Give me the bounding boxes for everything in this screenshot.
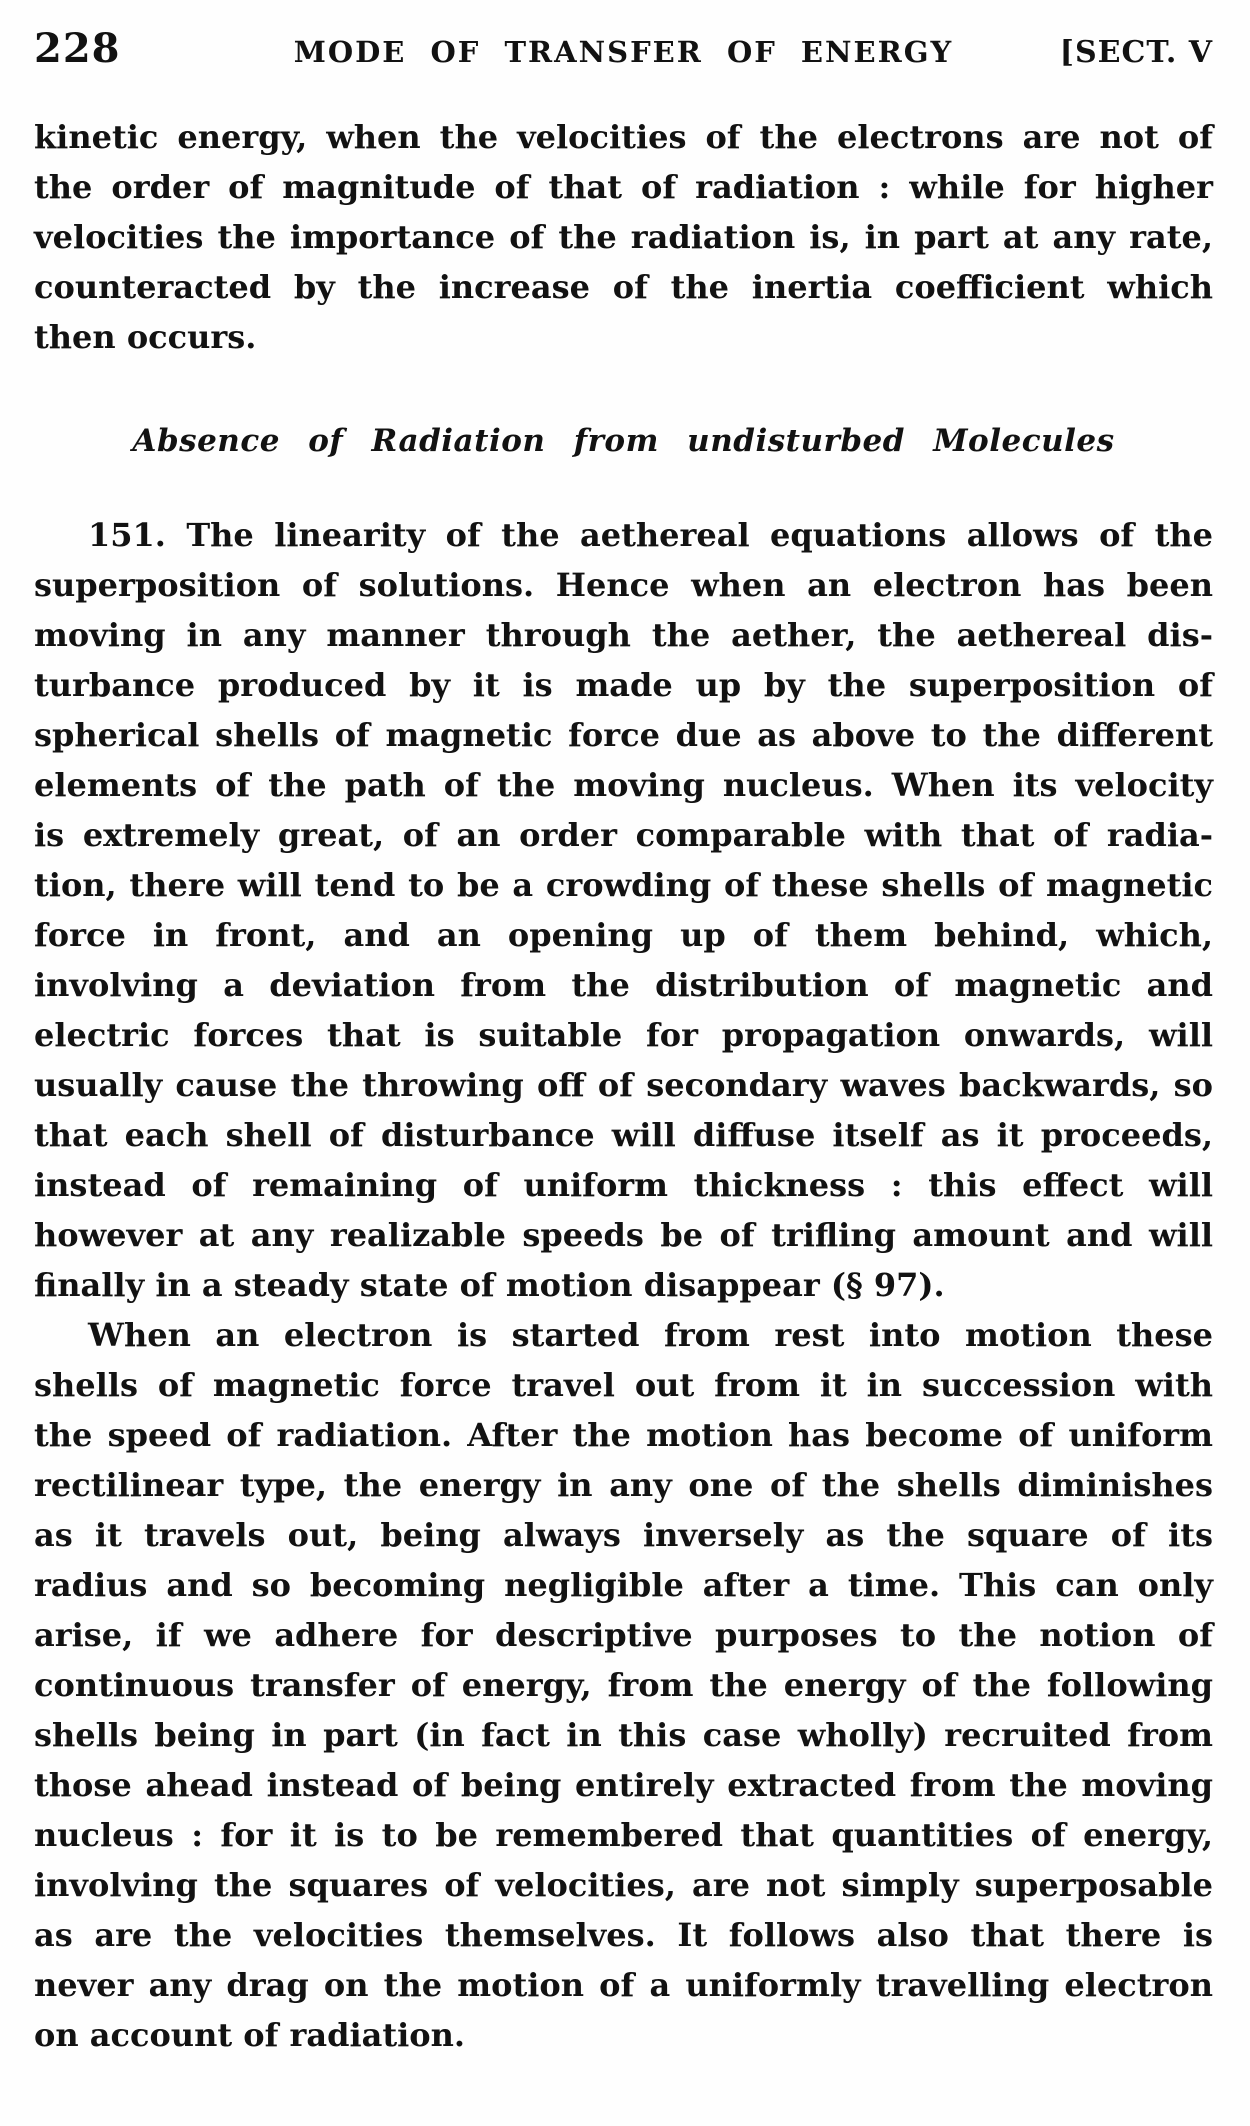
section-marker: [SECT. V [1059, 35, 1213, 70]
text-line: 151. The linearity of the aethereal equations allows of the [88, 516, 1213, 554]
text-line: finally in a steady state of motion disappear (§ 97). [34, 1266, 945, 1304]
text-line: shells being in part (in fact in this case wholly) recruited from [34, 1716, 1213, 1754]
text-line: involving the squares of velocities, are not simply superposable [34, 1866, 1213, 1904]
text-line: involving a deviation from the distribution of magnetic and [34, 966, 1213, 1004]
text-line: radius and so becoming negligible after a time. This can only [34, 1566, 1213, 1604]
text-line: instead of remaining of uniform thickness : this effect will [34, 1166, 1213, 1204]
text-line: superposition of solutions. Hence when an electron has been [34, 566, 1213, 604]
text-line: continuous transfer of energy, from the energy of the following [34, 1666, 1213, 1704]
text-line: counteracted by the increase of the inertia coefficient which [34, 268, 1213, 306]
section-heading: Absence of Radiation from undisturbed Molecules [132, 423, 1115, 459]
text-line: force in front, and an opening up of them behind, which, [34, 916, 1213, 954]
paragraph-electron-motion [34, 1310, 1213, 2060]
text-line: as are the velocities themselves. It follows also that there is [34, 1916, 1213, 1954]
text-line: however at any realizable speeds be of trifling amount and will [34, 1216, 1213, 1254]
text-line: on account of radiation. [34, 2016, 466, 2054]
text-line: usually cause the throwing off of secondary waves backwards, so [34, 1066, 1213, 1104]
text-line: is extremely great, of an order comparable with that of radia- [34, 816, 1213, 854]
paragraph-151 [34, 510, 1213, 1310]
page-number: 228 [34, 25, 121, 72]
text-line: the order of magnitude of that of radiation : while for higher [34, 168, 1213, 206]
text-line: as it travels out, being always inversely as the square of its [34, 1516, 1213, 1554]
text-line: kinetic energy, when the velocities of the electrons are not of [34, 118, 1213, 156]
text-line: velocities the importance of the radiation is, in part at any rate, [34, 218, 1213, 256]
text-line: spherical shells of magnetic force due as above to the different [34, 716, 1213, 754]
text-line: electric forces that is suitable for propagation onwards, will [34, 1016, 1213, 1054]
text-line: elements of the path of the moving nucleus. When its velocity [34, 766, 1213, 804]
running-header [34, 26, 1213, 76]
text-line: arise, if we adhere for descriptive purposes to the notion of [34, 1616, 1213, 1654]
text-line: the speed of radiation. After the motion has become of uniform [34, 1416, 1213, 1454]
text-line: tion, there will tend to be a crowding of these shells of magnetic [34, 866, 1213, 904]
text-line: rectilinear type, the energy in any one of the shells diminishes [34, 1466, 1213, 1504]
text-line: When an electron is started from rest into motion these [88, 1316, 1213, 1354]
text-line: turbance produced by it is made up by the superposition of [34, 666, 1213, 704]
text-line: nucleus : for it is to be remembered that quantities of energy, [34, 1816, 1213, 1854]
page-body [34, 112, 1213, 2060]
text-line: never any drag on the motion of a uniformly travelling electron [34, 1966, 1213, 2004]
paragraph-continuation [34, 112, 1213, 362]
text-line: then occurs. [34, 318, 257, 356]
text-line: shells of magnetic force travel out from it in succession with [34, 1366, 1213, 1404]
running-title: MODE OF TRANSFER OF ENERGY [293, 35, 954, 69]
text-line: moving in any manner through the aether, the aethereal dis- [34, 616, 1213, 654]
text-line: those ahead instead of being entirely extracted from the moving [34, 1766, 1213, 1804]
text-line: that each shell of disturbance will diffuse itself as it proceeds, [34, 1116, 1213, 1154]
